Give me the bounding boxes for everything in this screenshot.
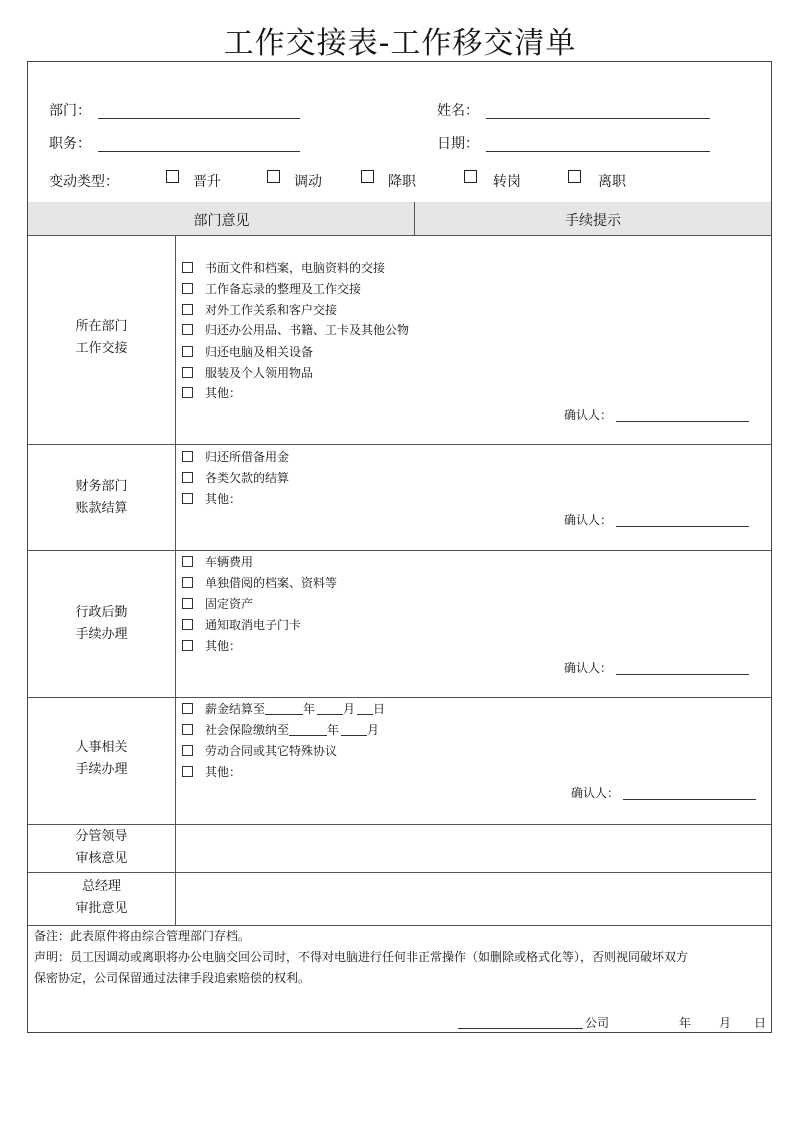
list-item[interactable]: 通知取消电子门卡 — [182, 616, 301, 633]
name-field[interactable] — [486, 118, 710, 119]
company-signature-line[interactable] — [458, 1028, 583, 1029]
confirm-line[interactable] — [616, 514, 749, 527]
checkbox-icon[interactable] — [182, 556, 193, 567]
section-label — [28, 876, 175, 920]
checkbox-icon[interactable] — [182, 283, 193, 294]
salary-month-field[interactable] — [317, 704, 343, 715]
list-item[interactable]: 车辆费用 — [182, 553, 253, 570]
section-label-line: 账款结算 — [75, 501, 128, 516]
confirm-line[interactable] — [616, 662, 749, 675]
section-label — [28, 826, 175, 870]
checkbox-demotion[interactable] — [361, 170, 374, 183]
checkbox-icon[interactable] — [182, 577, 193, 588]
header-procedure-tips: 手续提示 — [565, 213, 621, 229]
divider — [175, 235, 176, 925]
change-type-demotion: 降职 — [388, 174, 416, 190]
checkbox-icon[interactable] — [182, 640, 193, 651]
checkbox-icon[interactable] — [182, 367, 193, 378]
checkbox-icon[interactable] — [182, 346, 193, 357]
list-item[interactable]: 固定资产 — [182, 595, 253, 612]
section-label-line: 手续办理 — [75, 627, 128, 642]
insurance-month-field[interactable] — [341, 725, 367, 736]
checkbox-icon[interactable] — [182, 304, 193, 315]
list-item[interactable]: 归还所借备用金 — [182, 448, 289, 465]
list-item[interactable]: 其他： — [182, 763, 241, 780]
divider — [28, 235, 771, 236]
checkbox-transfer[interactable] — [267, 170, 280, 183]
checkbox-icon[interactable] — [182, 387, 193, 398]
divider — [28, 697, 771, 698]
salary-year-field[interactable] — [265, 704, 303, 715]
day-label: 日 — [754, 1016, 767, 1030]
list-item-salary[interactable]: 薪金结算至 年 月 日 — [182, 700, 385, 717]
divider — [28, 444, 771, 445]
supervisor-opinion-field[interactable] — [176, 825, 771, 872]
change-type-reassignment: 转岗 — [493, 174, 521, 190]
confirm-line[interactable] — [623, 787, 756, 800]
remark-text: 备注：此表原件将由综合管理部门存档。 — [34, 929, 251, 943]
name-label: 姓名： — [437, 103, 479, 119]
section-label-line: 审批意见 — [75, 901, 128, 916]
checkbox-icon[interactable] — [182, 745, 193, 756]
section-label-line: 手续办理 — [75, 762, 128, 777]
change-type-transfer: 调动 — [294, 174, 322, 190]
department-field[interactable] — [98, 118, 300, 119]
list-item[interactable]: 劳动合同或其它特殊协议 — [182, 742, 337, 759]
statement-text-cont: 保密协定，公司保留通过法律手段追索赔偿的权利。 — [34, 971, 311, 985]
list-item[interactable]: 其他： — [182, 490, 241, 507]
checkbox-icon[interactable] — [182, 451, 193, 462]
year-label: 年 — [679, 1016, 692, 1030]
section-label-line: 总经理 — [81, 879, 121, 894]
change-type-promotion: 晋升 — [193, 174, 221, 190]
month-label: 月 — [719, 1016, 732, 1030]
section-label-line: 财务部门 — [75, 479, 128, 494]
list-item[interactable]: 对外工作关系和客户交接 — [182, 301, 337, 318]
confirm-line[interactable] — [616, 409, 749, 422]
list-item[interactable]: 归还办公用品、书籍、工卡及其他公物 — [182, 321, 409, 338]
checkbox-icon[interactable] — [182, 262, 193, 273]
date-label: 日期： — [437, 136, 479, 152]
table-header — [28, 202, 771, 235]
list-item[interactable]: 归还电脑及相关设备 — [182, 343, 313, 360]
section-label-line: 审核意见 — [75, 851, 128, 866]
list-item-insurance[interactable]: 社会保险缴纳至 年 月 — [182, 721, 379, 738]
confirm-field[interactable]: 确认人： — [564, 659, 749, 676]
position-label: 职务： — [49, 136, 91, 152]
change-type-label: 变动类型： — [49, 174, 119, 190]
handover-form — [27, 61, 772, 1033]
list-item[interactable]: 单独借阅的档案、资料等 — [182, 574, 337, 591]
checkbox-resignation[interactable] — [568, 170, 581, 183]
salary-day-field[interactable] — [357, 704, 373, 715]
divider — [414, 202, 415, 235]
list-item[interactable]: 书面文件和档案，电脑资料的交接 — [182, 259, 385, 276]
list-item[interactable]: 其他： — [182, 637, 241, 654]
divider — [28, 550, 771, 551]
header-dept-opinion: 部门意见 — [193, 213, 250, 229]
confirm-field[interactable]: 确认人： — [564, 406, 749, 423]
page-title: 工作交接表-工作移交清单 — [223, 26, 577, 61]
section-label-line: 行政后勤 — [75, 605, 128, 620]
department-label: 部门： — [49, 103, 91, 119]
list-item[interactable]: 其他： — [182, 384, 241, 401]
company-label: 公司 — [585, 1016, 610, 1030]
checkbox-icon[interactable] — [182, 703, 193, 714]
checkbox-icon[interactable] — [182, 766, 193, 777]
confirm-field[interactable]: 确认人： — [564, 511, 749, 528]
section-label — [28, 737, 175, 781]
insurance-year-field[interactable] — [289, 725, 327, 736]
section-label — [28, 602, 175, 646]
section-label-line: 所在部门 — [75, 319, 128, 334]
checkbox-icon[interactable] — [182, 619, 193, 630]
list-item[interactable]: 服装及个人领用物品 — [182, 364, 313, 381]
section-label-line: 分管领导 — [75, 829, 128, 844]
checkbox-icon[interactable] — [182, 724, 193, 735]
section-label — [28, 316, 175, 360]
confirm-field[interactable]: 确认人： — [571, 784, 756, 801]
change-type-resignation: 离职 — [598, 174, 626, 190]
date-field[interactable] — [486, 151, 710, 152]
checkbox-icon[interactable] — [182, 493, 193, 504]
checkbox-promotion[interactable] — [166, 170, 179, 183]
section-label — [28, 476, 175, 520]
checkbox-icon[interactable] — [182, 598, 193, 609]
gm-opinion-field[interactable] — [176, 873, 771, 925]
checkbox-icon[interactable] — [182, 472, 193, 483]
checkbox-icon[interactable] — [182, 324, 193, 335]
list-item[interactable]: 各类欠款的结算 — [182, 469, 289, 486]
position-field[interactable] — [98, 151, 300, 152]
section-label-line: 人事相关 — [75, 740, 128, 755]
checkbox-reassignment[interactable] — [464, 170, 477, 183]
list-item[interactable]: 工作备忘录的整理及工作交接 — [182, 280, 361, 297]
section-label-line: 工作交接 — [75, 341, 128, 356]
statement-text: 声明：员工因调动或离职将办公电脑交回公司时，不得对电脑进行任何非正常操作（如删除或格式化等），否则视同破坏双方 — [34, 950, 689, 964]
